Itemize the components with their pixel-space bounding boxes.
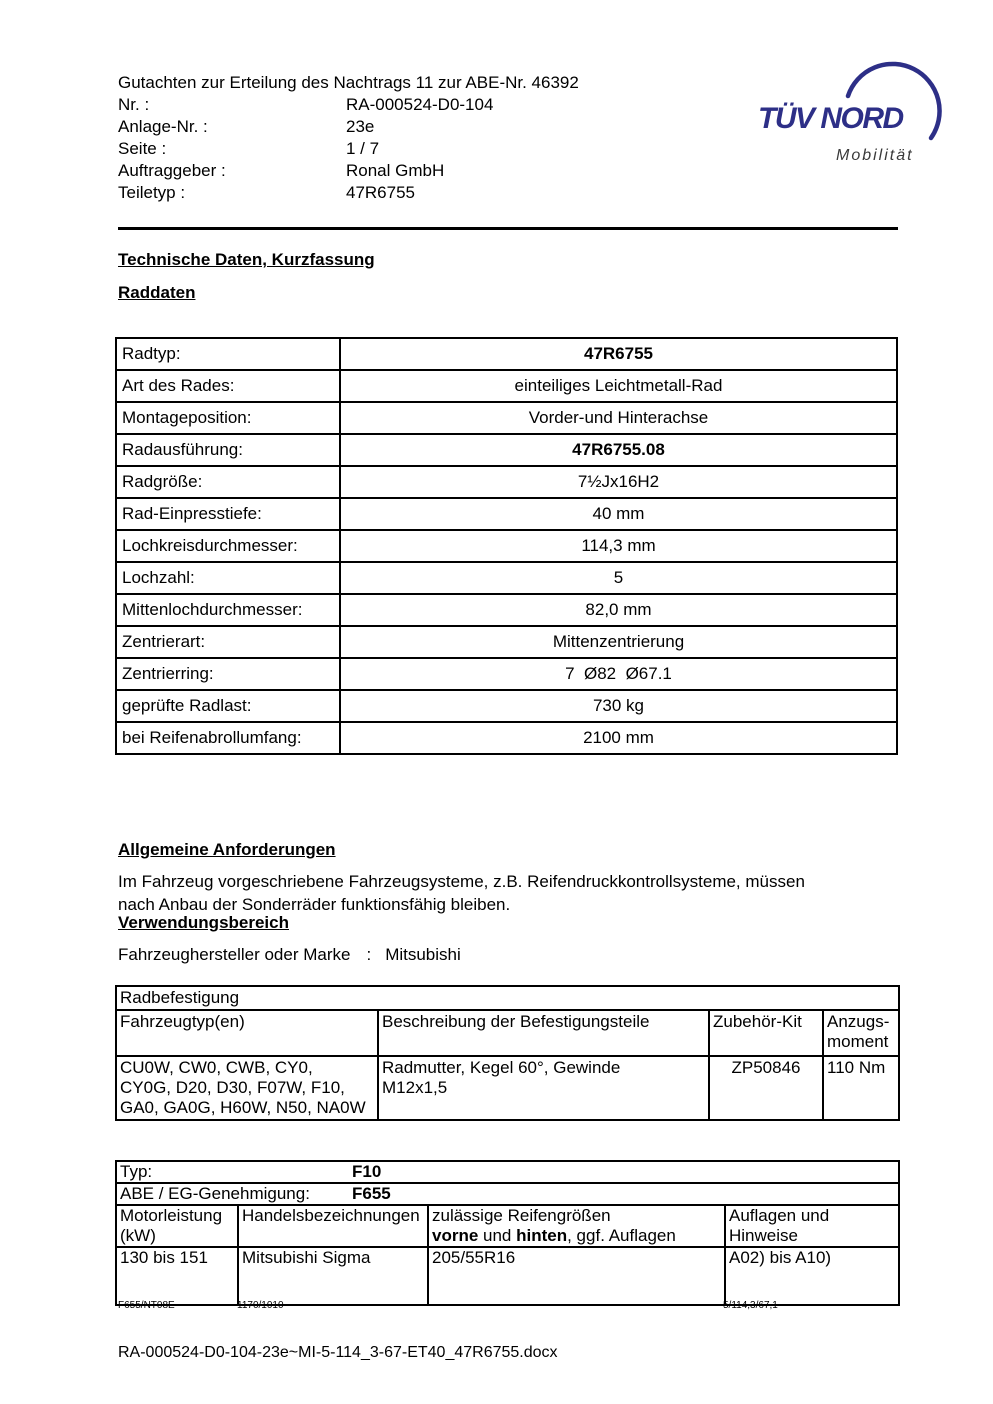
row-value: 730 kg xyxy=(340,690,897,722)
cell-line: M12x1,5 xyxy=(382,1078,448,1097)
col-header-motorleistung xyxy=(116,1205,238,1247)
logo-tagline: Mobilität xyxy=(836,147,914,164)
field-value: 1 / 7 xyxy=(346,139,380,158)
doc-title: Gutachten zur Erteilung des Nachtrags 11 zur ABE-Nr. 46392 xyxy=(118,73,579,92)
field-value: Ronal GmbH xyxy=(346,161,445,180)
header-line: Motorleistung xyxy=(120,1206,223,1225)
table-row xyxy=(116,1247,899,1305)
table-row xyxy=(116,594,897,626)
field-label: Seite : xyxy=(118,139,167,158)
field-label: Teiletyp : xyxy=(118,183,186,202)
row-value: 7½Jx16H2 xyxy=(340,466,897,498)
cell-auflagen: A02) bis A10) xyxy=(725,1247,899,1305)
row-label: Radgröße: xyxy=(116,466,340,498)
table-row xyxy=(116,1056,899,1120)
fahrzeughersteller-label: Fahrzeughersteller oder Marke xyxy=(118,945,351,964)
col-header-handelsbezeichnungen: Handelsbezeichnungen xyxy=(238,1205,428,1247)
header-field-nr xyxy=(118,94,579,116)
allgemein-paragraph xyxy=(118,871,805,916)
row-label: geprüfte Radlast: xyxy=(116,690,340,722)
row-value: 5 xyxy=(340,562,897,594)
table-header-row xyxy=(116,1205,899,1247)
row-value: 47R6755 xyxy=(340,338,897,370)
footer-codes xyxy=(118,1300,898,1314)
radbefestigung-table xyxy=(115,985,900,1121)
typ-value: F10 xyxy=(352,1162,382,1181)
header-bold: vorne xyxy=(432,1226,479,1245)
col-header-auflagen: Auflagen und Hinweise xyxy=(725,1205,899,1247)
header-line xyxy=(432,1226,721,1246)
separator: : xyxy=(366,945,372,964)
typ-label: Typ: xyxy=(120,1162,153,1181)
cell-line: GA0, GA0G, H60W, N50, NA0W xyxy=(120,1098,366,1117)
header-line: zulässige Reifengrößen xyxy=(432,1206,611,1225)
heading-raddaten: Raddaten xyxy=(118,283,196,302)
typ-table xyxy=(115,1160,900,1306)
table-row xyxy=(116,338,897,370)
table-row xyxy=(116,658,897,690)
table-row xyxy=(116,530,897,562)
header-bold: hinten xyxy=(516,1226,568,1245)
row-label: Zentrierring: xyxy=(116,658,340,690)
row-value: Vorder-und Hinterachse xyxy=(340,402,897,434)
col-header-fahrzeugtyp: Fahrzeugtyp(en) xyxy=(116,1010,378,1056)
header-line: (kW) xyxy=(120,1226,156,1245)
col-header-zubehoer: Zubehör-Kit xyxy=(709,1010,823,1056)
cell-line: CY0G, D20, D30, F07W, F10, xyxy=(120,1078,345,1097)
row-label: Zentrierart: xyxy=(116,626,340,658)
row-label: Art des Rades: xyxy=(116,370,340,402)
row-label: Radausführung: xyxy=(116,434,340,466)
table-row xyxy=(116,498,897,530)
row-value: 114,3 mm xyxy=(340,530,897,562)
abe-label: ABE / EG-Genehmigung: xyxy=(120,1184,310,1203)
row-label: Mittenlochdurchmesser: xyxy=(116,594,340,626)
heading-technische-daten: Technische Daten, Kurzfassung xyxy=(118,250,375,269)
document-filename: RA-000524-D0-104-23e~MI-5-114_3-67-ET40_47R6755.docx xyxy=(118,1344,558,1361)
radbefestigung-title: Radbefestigung xyxy=(116,986,899,1010)
row-label: Lochzahl: xyxy=(116,562,340,594)
field-value: RA-000524-D0-104 xyxy=(346,95,494,114)
heading-allgemeine-anforderungen: Allgemeine Anforderungen xyxy=(118,840,336,859)
row-value: 47R6755.08 xyxy=(340,434,897,466)
footer-code-right: 5/114,3/67,1 xyxy=(723,1300,778,1311)
footer-code-left: F655/NT08E xyxy=(118,1300,175,1311)
cell-abe xyxy=(116,1183,899,1205)
cell-line: CU0W, CW0, CWB, CY0, xyxy=(120,1058,313,1077)
header-field-teiletyp xyxy=(118,182,579,204)
cell-handelsbezeichnung: Mitsubishi Sigma xyxy=(238,1247,428,1305)
row-value: 40 mm xyxy=(340,498,897,530)
header-divider xyxy=(118,227,898,230)
row-label: Rad-Einpresstiefe: xyxy=(116,498,340,530)
raddaten-table xyxy=(115,337,898,755)
cell-motorleistung: 130 bis 151 xyxy=(116,1247,238,1305)
col-header-reifengroessen xyxy=(428,1205,725,1247)
header-field-anlage xyxy=(118,116,579,138)
cell-line: Radmutter, Kegel 60°, Gewinde xyxy=(382,1058,621,1077)
row-value: 2100 mm xyxy=(340,722,897,754)
table-row xyxy=(116,722,897,754)
field-value: 23e xyxy=(346,117,375,136)
typ-row xyxy=(116,1161,899,1183)
table-header-row xyxy=(116,1010,899,1056)
fahrzeughersteller-value: Mitsubishi xyxy=(385,945,461,964)
table-row xyxy=(116,562,897,594)
header-text: und xyxy=(478,1226,517,1245)
paragraph-line: Im Fahrzeug vorgeschriebene Fahrzeugsysteme, z.B. Reifendruckkontrollsysteme, müssen xyxy=(118,872,805,891)
row-label: Lochkreisdurchmesser: xyxy=(116,530,340,562)
row-value: Mittenzentrierung xyxy=(340,626,897,658)
footer-code-mid: 1170/1010 xyxy=(237,1300,284,1311)
row-label: Montageposition: xyxy=(116,402,340,434)
paragraph-line: nach Anbau der Sonderräder funktionsfähig bleiben. xyxy=(118,894,511,914)
cell-zubehoer-kit: ZP50846 xyxy=(709,1056,823,1120)
cell-beschreibung xyxy=(378,1056,709,1120)
field-label: Nr. : xyxy=(118,95,150,114)
abe-row xyxy=(116,1183,899,1205)
field-label: Auftraggeber : xyxy=(118,161,226,180)
row-label: bei Reifenabrollumfang: xyxy=(116,722,340,754)
header-field-seite xyxy=(118,138,579,160)
table-row xyxy=(116,626,897,658)
heading-verwendungsbereich: Verwendungsbereich xyxy=(118,913,289,932)
row-value: 82,0 mm xyxy=(340,594,897,626)
header-line: moment xyxy=(827,1032,889,1051)
table-row xyxy=(116,370,897,402)
table-row xyxy=(116,466,897,498)
abe-value: F655 xyxy=(352,1184,391,1203)
logo-brand-text: TÜV NORD xyxy=(758,102,903,135)
table-row xyxy=(116,402,897,434)
col-header-anzugsmoment xyxy=(823,1010,899,1056)
header-line: Anzugs- xyxy=(827,1012,890,1031)
header-text: , ggf. Auflagen xyxy=(567,1226,676,1245)
header-field-auftraggeber xyxy=(118,160,579,182)
table-row xyxy=(116,434,897,466)
col-header-beschreibung: Beschreibung der Befestigungsteile xyxy=(378,1010,709,1056)
row-value: einteiliges Leichtmetall-Rad xyxy=(340,370,897,402)
field-value: 47R6755 xyxy=(346,183,416,202)
fahrzeughersteller-line xyxy=(118,945,461,965)
row-value: 7 Ø82 Ø67.1 xyxy=(340,658,897,690)
table-title-row xyxy=(116,986,899,1010)
cell-typ xyxy=(116,1161,899,1183)
cell-anzugsmoment: 110 Nm xyxy=(823,1056,899,1120)
row-label: Radtyp: xyxy=(116,338,340,370)
cell-fahrzeugtypen xyxy=(116,1056,378,1120)
field-label: Anlage-Nr. : xyxy=(118,117,208,136)
tuev-nord-logo xyxy=(752,50,947,175)
document-header xyxy=(118,72,579,204)
cell-reifengroesse: 205/55R16 xyxy=(428,1247,725,1305)
table-row xyxy=(116,690,897,722)
